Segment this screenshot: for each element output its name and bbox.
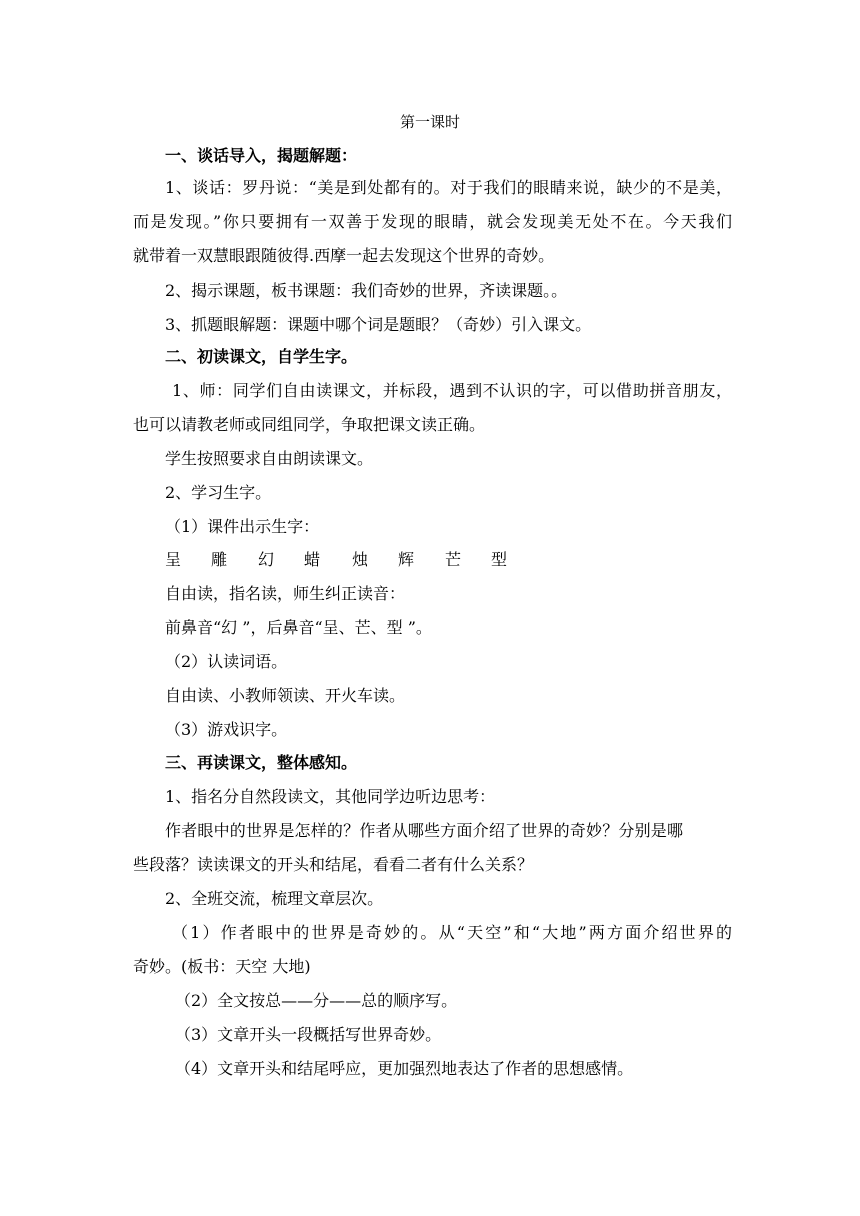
paragraph-line: 些段落？读读课文的开头和结尾，看看二者有什么关系？ bbox=[133, 855, 534, 874]
paragraph: （4）文章开头和结尾呼应，更加强烈地表达了作者的思想感情。 bbox=[175, 1059, 634, 1078]
paragraph: 2、揭示课题，板书课题：我们奇妙的世界，齐读课题。。 bbox=[165, 281, 568, 300]
paragraph: 前鼻音“幻 ”，后鼻音“呈、芒、型 ”。 bbox=[165, 618, 432, 637]
paragraph: 2、学习生字。 bbox=[165, 483, 272, 502]
new-character: 呈 bbox=[165, 550, 182, 569]
new-character: 蜡 bbox=[304, 550, 321, 569]
paragraph: （2）认读词语。 bbox=[165, 652, 288, 671]
paragraph: （3）文章开头一段概括写世界奇妙。 bbox=[175, 1025, 442, 1044]
paragraph: （3）游戏识字。 bbox=[165, 720, 288, 739]
paragraph-line: 1、师：同学们自由读课文，并标段，遇到不认识的字，可以借助拼音朋友， bbox=[172, 381, 732, 400]
paragraph: （2）全文按总——分——总的顺序写。 bbox=[175, 991, 458, 1010]
paragraph-line: 奇妙。(板书：天空 大地) bbox=[133, 957, 311, 976]
paragraph: 学生按照要求自由朗读课文。 bbox=[165, 449, 374, 468]
section-heading-3: 三、再读课文，整体感知。 bbox=[165, 753, 358, 772]
section-heading-1: 一、谈话导入，揭题解题： bbox=[165, 146, 358, 165]
section-heading-2: 二、初读课文，自学生字。 bbox=[165, 347, 358, 366]
paragraph-line: （1）作者眼中的世界是奇妙的。从“天空”和“大地”两方面介绍世界的 bbox=[172, 923, 732, 942]
paragraph: 自由读，指名读，师生纠正读音： bbox=[165, 584, 406, 603]
new-character: 雕 bbox=[211, 550, 228, 569]
new-character: 幻 bbox=[258, 550, 275, 569]
paragraph-line: 就带着一双慧眼跟随彼得.西摩一起去发现这个世界的奇妙。 bbox=[133, 246, 555, 265]
paragraph-line: 1、谈话：罗丹说：“美是到处都有的。对于我们的眼睛来说，缺少的不是美， bbox=[165, 178, 732, 197]
new-character: 型 bbox=[491, 550, 508, 569]
paragraph-line: 作者眼中的世界是怎样的？作者从哪些方面介绍了世界的奇妙？分别是哪 bbox=[165, 821, 683, 840]
new-character: 烛 bbox=[352, 550, 369, 569]
paragraph: 自由读、小教师领读、开火车读。 bbox=[165, 686, 406, 705]
page-title: 第一课时 bbox=[399, 113, 460, 131]
paragraph: 2、全班交流，梳理文章层次。 bbox=[165, 889, 384, 908]
paragraph: 1、指名分自然段读文，其他同学边听边思考： bbox=[165, 787, 496, 806]
paragraph-line: 也可以请教老师或同组同学，争取把课文读正确。 bbox=[133, 415, 486, 434]
paragraph: （1）课件出示生字： bbox=[165, 517, 320, 536]
new-character: 辉 bbox=[398, 550, 415, 569]
paragraph-line: 而是发现。”你只要拥有一双善于发现的眼睛，就会发现美无处不在。今天我们 bbox=[133, 212, 732, 231]
new-character: 芒 bbox=[445, 550, 462, 569]
paragraph: 3、抓题眼解题：课题中哪个词是题眼？（奇妙）引入课文。 bbox=[165, 315, 592, 334]
